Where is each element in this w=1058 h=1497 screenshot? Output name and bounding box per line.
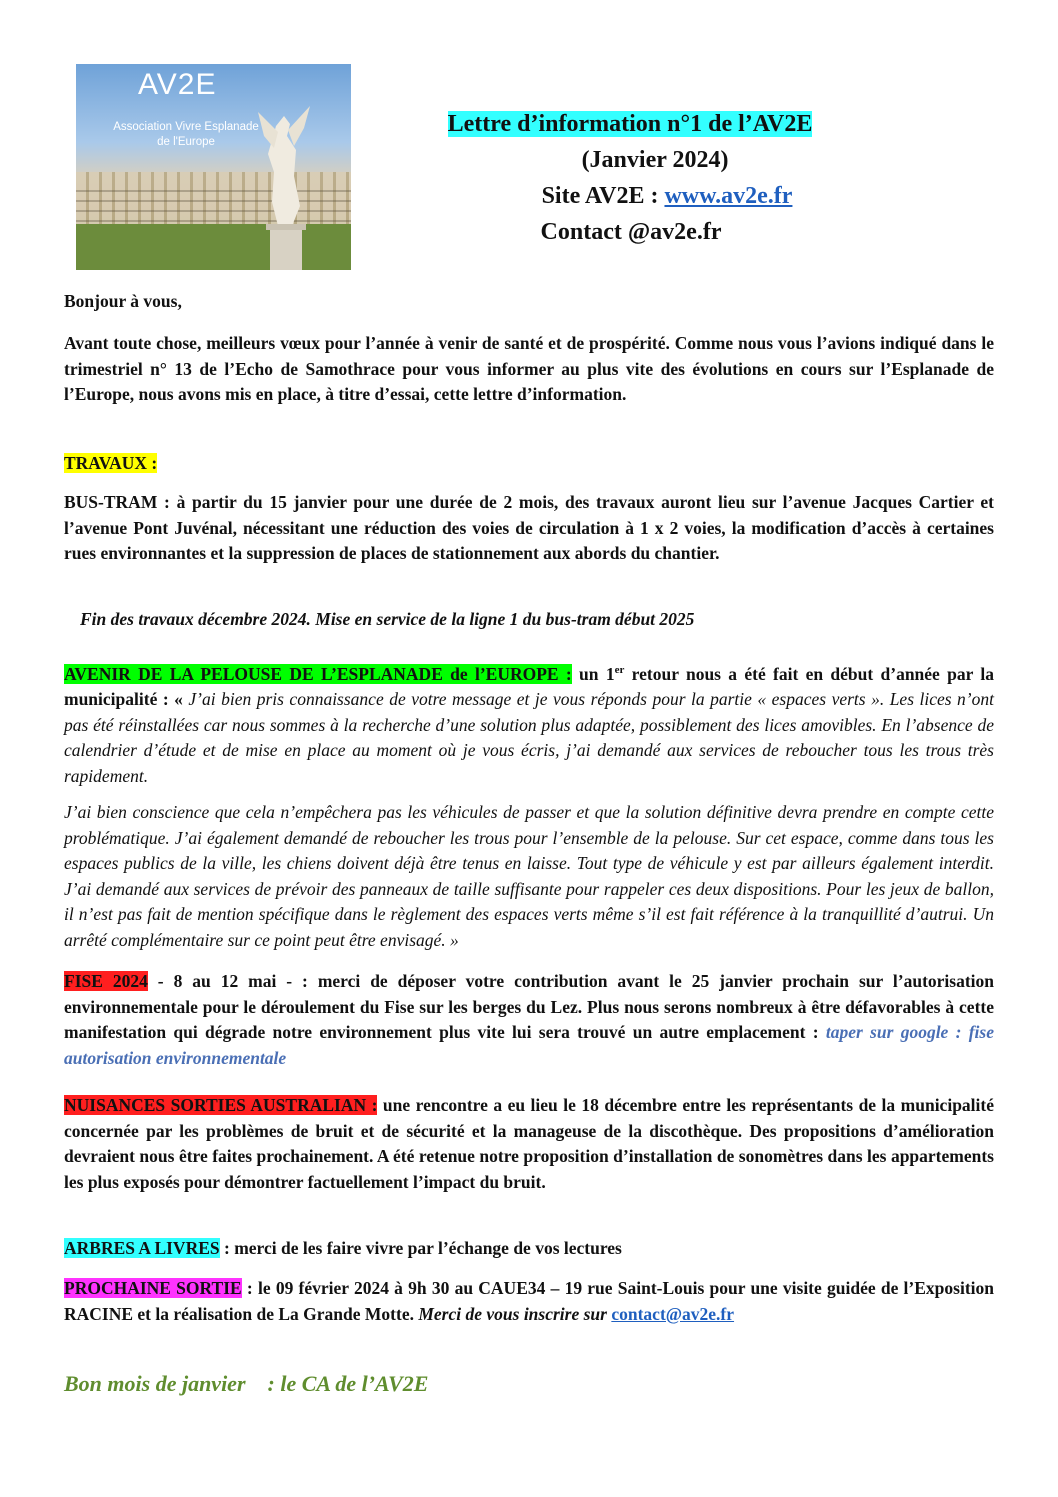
fise-heading: FISE 2024: [64, 971, 148, 991]
travaux-section: [64, 451, 994, 477]
av2e-logo-image: [76, 64, 351, 270]
bus-tram-paragraph: BUS-TRAM : à partir du 15 janvier pour une durée de 2 mois, des travaux auront lieu sur l’avenue Jacques Cartier et l’avenue Pont Juvénal, nécessitant une réduction des voies de circulation à 1 x 2 voies, la modification d’accès à certaines rues environnantes et la suppression de places de stationnement aux abords du chantier.: [64, 492, 994, 563]
travaux-heading: TRAVAUX :: [64, 453, 158, 473]
logo-tagline: Association Vivre Esplanade de l'Europe: [113, 121, 259, 148]
logo-brand: AV2E: [138, 68, 217, 101]
sortie-paragraph: PROCHAINE SORTIE : le 09 février 2024 à 9h 30 au CAUE34 – 19 rue Saint-Louis pour une visite guidée de l’Exposition RACINE et la réalisation de La Grande Motte. Merci de vous inscrire sur contact@av2e.fr: [64, 1278, 994, 1324]
pelouse-quote-2: J’ai bien conscience que cela n’empêchera pas les véhicules de passer et que la solution définitive devra prendre en compte cette problématique. J’ai également demandé de reboucher les trous pour l’ensemble de la pelouse. Sur cet espace, comme dans tous les espaces publics de la ville, les chiens doivent déjà être tenus en laisse. Tout type de véhicule y est par ailleurs également interdit. J’ai demandé aux services de prévoir des panneaux de taille suffisante pour rappeler ces deux dispositions. Pour les jeux de ballon, il n’est pas fait de mention spécifique dans le règlement des espaces verts même s’il est fait référence à la tranquillité d’autrui. Un arrêté complémentaire sur ce point peut être envisagé. »: [64, 802, 994, 950]
nuisances-paragraph: NUISANCES SORTIES AUSTRALIAN : une rencontre a eu lieu le 18 décembre entre les représentants de la municipalité concernée par les problèmes de bruit et de sécurité et la manageuse de la discothèque. Des propositions d’amélioration devraient nous être faites prochainement. A été retenue notre proposition d’installation de sonomètres dans les appartements les plus exposés pour démontrer factuellement l’impact du bruit.: [64, 1095, 994, 1192]
pelouse-quote-1: J’ai bien pris connaissance de votre message et je vous réponds pour la partie « espaces verts ». Les lices n’ont pas été réinstallées car nous sommes à la recherche d’une solution plus adaptée, possiblement des lices amovibles. En l’absence de calendrier d’étude et de mise en place au moment où je vous écris, j’ai demandé aux services de reboucher tous les trous très rapidement.: [64, 689, 994, 786]
fin-travaux: Fin des travaux décembre 2024. Mise en service de la ligne 1 du bus-tram début 2025: [80, 609, 695, 629]
arbres-paragraph: ARBRES A LIVRES : merci de les faire vivre par l’échange de vos lectures: [64, 1238, 622, 1258]
fise-search-hint: taper sur google : fise autorisation environnementale: [64, 1022, 994, 1068]
greeting: Bonjour à vous,: [64, 291, 182, 311]
arbres-heading: ARBRES A LIVRES: [64, 1238, 220, 1258]
fise-paragraph: FISE 2024 - 8 au 12 mai - : merci de déposer votre contribution avant le 25 janvier prochain sur l’autorisation environnementale pour le déroulement du Fise sur les berges du Lez. Plus nous serons nombreux à être défavorables à cette manifestation qui dégrade notre environnement plus vite lui sera trouvé un autre emplacement : taper sur google : fise autorisation environnementale: [64, 971, 995, 1068]
newsletter-header: [360, 106, 900, 250]
contact-email-link[interactable]: contact@av2e.fr: [611, 1303, 735, 1324]
sortie-heading: PROCHAINE SORTIE: [64, 1278, 242, 1298]
contact-line: Contact @av2e.fr: [540, 219, 722, 245]
intro-paragraph: Avant toute chose, meilleurs vœux pour l’année à venir de santé et de prospérité. Comme nous vous l’avions indiqué dans le trimestriel n° 13 de l’Echo de Samothrace pour vous informer au plus vite des évolutions en cours sur l’Esplanade de l’Europe, nous avons mis en place, à titre d’essai, cette lettre d’information.: [64, 333, 994, 404]
site-link[interactable]: www.av2e.fr: [664, 183, 793, 209]
pelouse-paragraph: AVENIR DE LA PELOUSE DE L’ESPLANADE de l’EUROPE : un 1er retour nous a été fait en début d’année par la municipalité : « J’ai bien pris connaissance de votre message et je vous réponds pour la partie « espaces verts ». Les lices n’ont pas été réinstallées car nous sommes à la recherche d’une solution plus adaptée, possiblement des lices amovibles. En l’absence de calendrier d’étude et de mise en place au moment où je vous écris, j’ai demandé aux services de reboucher tous les trous très rapidement.: [64, 663, 994, 786]
signature: Bon mois de janvier : le CA de l’AV2E: [64, 1371, 429, 1396]
nuisances-heading: NUISANCES SORTIES AUSTRALIAN :: [64, 1095, 378, 1115]
newsletter-title: Lettre d’information n°1 de l’AV2E: [447, 111, 813, 137]
pelouse-heading: AVENIR DE LA PELOUSE DE L’ESPLANADE de l’EUROPE :: [64, 663, 572, 684]
newsletter-date: (Janvier 2024): [581, 147, 729, 173]
site-label: Site AV2E :: [541, 183, 665, 209]
